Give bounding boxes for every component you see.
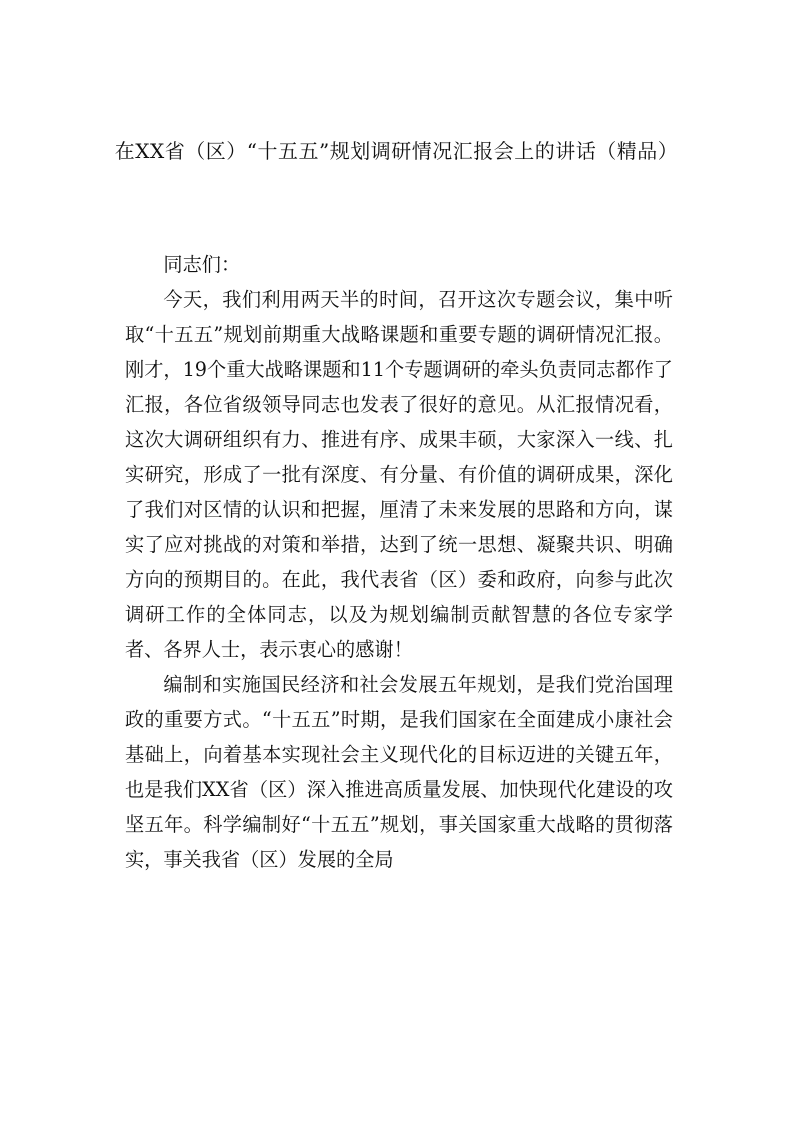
salutation: 同志们： (163, 253, 241, 276)
paragraph-1: 今天，我们利用两天半的时间，召开这次专题会议，集中听取“十五五”规划前期重大战略课题和重要专题的调研情况汇报。刚才，19个重大战略课题和11个专题调研的牵头负责同志都作了汇报，各位省级领导同志也发表了很好的意见。从汇报情况看，这次大调研组织有力、推进有序、成果丰硕，大家深入一线、扎实研究，形成了一批有深度、有分量、有价值的调研成果，深化了我们对区情的认识和把握，厘清了未来发展的思路和方向，谋实了应对挑战的对策和举措，达到了统一思想、凝聚共识、明确方向的预期目的。在此，我代表省（区）委和政府，向参与此次调研工作的全体同志，以及为规划编制贡献智慧的各位专家学者、各界人士，表示衷心的感谢！ (125, 288, 673, 661)
paragraph-2: 编制和实施国民经济和社会发展五年规划，是我们党治国理政的重要方式。“十五五”时期，是我们国家在全面建成小康社会基础上，向着基本实现社会主义现代化的目标迈进的关键五年，也是我们XX省（区）深入推进高质量发展、加快现代化建设的攻坚五年。科学编制好“十五五”规划，事关国家重大战略的贯彻落实，事关我省（区）发展的全局 (125, 673, 673, 871)
document-body (125, 247, 673, 877)
document-title: 在XX省（区）“十五五”规划调研情况汇报会上的讲话（精品） (114, 139, 679, 163)
